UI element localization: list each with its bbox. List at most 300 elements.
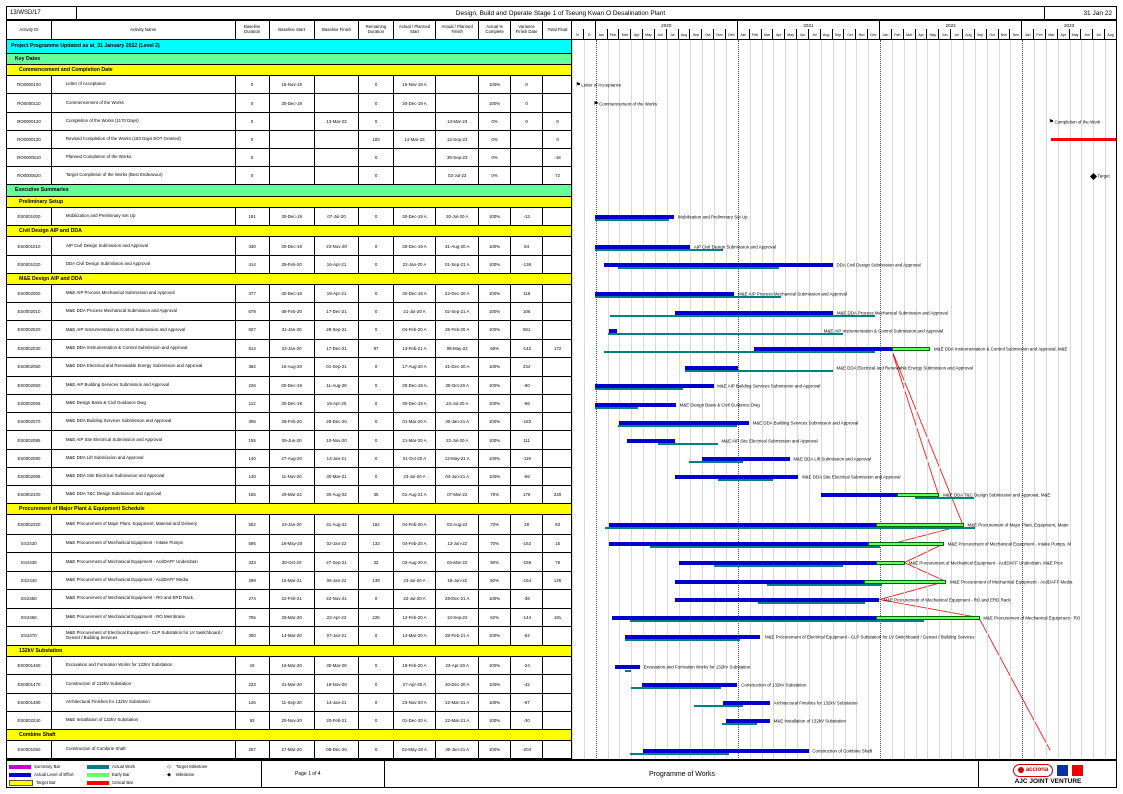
- cell-pct: 100%: [479, 208, 511, 225]
- gantt-bar[interactable]: [821, 493, 898, 497]
- gantt-bar[interactable]: [618, 267, 779, 269]
- table-row[interactable]: [7, 413, 571, 431]
- gantt-bar[interactable]: [631, 687, 721, 689]
- gantt-gridline: [1022, 40, 1024, 759]
- table-body: [7, 40, 571, 759]
- table-row[interactable]: [7, 468, 571, 486]
- gantt-bar[interactable]: [767, 584, 882, 586]
- table-group-row[interactable]: [7, 54, 571, 65]
- cell-var: 0: [511, 94, 543, 111]
- cell-id: ES0001480: [7, 694, 52, 711]
- cell-rem_dur: 0: [359, 167, 393, 184]
- legend-swatch-diamond-icon: ◇: [167, 763, 171, 770]
- cell-act_start: 30-Dec-19 A: [394, 395, 437, 412]
- timeline-month-cell: Jun: [655, 29, 667, 40]
- gantt-bar[interactable]: [604, 351, 875, 353]
- partner-logo-red-icon: [1072, 765, 1083, 776]
- cell-bl_start: 16-Mar-20: [270, 657, 315, 674]
- cell-bl_finish: 31-Aug-22: [315, 515, 360, 533]
- cell-name: M&E Procurement of Mechanical Equipment - Intake Pumps: [52, 535, 236, 552]
- timeline-month-cell: Nov: [714, 29, 726, 40]
- document-number: 13/WSD/17: [7, 7, 77, 19]
- cell-bl_finish: 13-Mar-23: [315, 113, 360, 130]
- table-row[interactable]: [7, 515, 571, 534]
- cell-var: -67: [511, 694, 543, 711]
- cell-name: M&E DDA Building Services Submission and Approval: [52, 413, 236, 430]
- cell-rem_dur: 0: [359, 741, 393, 758]
- gantt-bar-label: M&E DDA Lift Submission and Approval: [793, 456, 871, 462]
- legend-swatch-bar-icon: [87, 773, 109, 777]
- cell-bl_finish: 13-Jan-21: [315, 450, 360, 467]
- cell-id: ES0002095: [7, 468, 52, 485]
- cell-float: -18: [554, 155, 561, 161]
- cell-bl_dur: 595: [236, 535, 270, 552]
- cell-rem_dur: 0: [359, 321, 393, 338]
- cell-act_finish: 23-Apr-20 A: [436, 657, 479, 674]
- gantt-gridline: [833, 40, 834, 759]
- legend-label: Actual Level of Effort: [34, 772, 74, 777]
- group-label: Executive Summaries: [15, 187, 69, 194]
- cell-name: M&E AIP Instrumentation & Control Submission and Approval: [52, 321, 236, 338]
- gantt-gridline: [797, 40, 798, 759]
- timeline-month-cell: Jun: [939, 29, 951, 40]
- gantt-bar[interactable]: [650, 546, 881, 548]
- table-row[interactable]: [7, 572, 571, 590]
- table-row[interactable]: [7, 149, 571, 167]
- cell-var: [511, 149, 543, 166]
- timeline-month-cell: Feb: [750, 29, 762, 40]
- cell-act_start: 12-Feb-20 A: [394, 609, 437, 626]
- gantt-bar[interactable]: [615, 665, 640, 669]
- table-row[interactable]: [7, 741, 571, 759]
- gantt-bar[interactable]: [718, 479, 773, 481]
- cell-pct: 100%: [479, 413, 511, 430]
- cell-act_start: 19-Feb-20 A: [394, 657, 437, 674]
- cell-var: 0: [511, 113, 543, 130]
- table-row[interactable]: [7, 303, 571, 321]
- cell-float: 0: [556, 118, 559, 124]
- cell-act_finish: 30-Oct-20 A: [436, 377, 479, 394]
- gantt-bar[interactable]: [1051, 138, 1116, 141]
- cell-id: ES0002030: [7, 340, 52, 357]
- cell-var: 581: [511, 321, 543, 338]
- gantt-bar[interactable]: [605, 527, 975, 529]
- gantt-bar-label: M&E DDA Process Mechanical Submission and Approval: [836, 310, 948, 316]
- cell-act_finish: 30-Jan-21 A: [436, 413, 479, 430]
- cell-bl_finish: [315, 94, 360, 111]
- legend-item: [165, 763, 208, 770]
- cell-act_finish: 25-Feb-20 A: [436, 321, 479, 338]
- cell-id: ES0001470: [7, 675, 52, 692]
- gantt-bar[interactable]: [689, 461, 743, 463]
- cell-bl_dur: 333: [236, 553, 270, 571]
- table-group-row[interactable]: [7, 185, 571, 196]
- table-row[interactable]: [7, 285, 571, 303]
- cell-id: ES2470: [7, 627, 52, 645]
- legend-swatch-bar-icon: [9, 765, 31, 769]
- gantt-bar[interactable]: [694, 705, 743, 707]
- cell-act_finish: 30-Jun-21 A: [436, 741, 479, 758]
- gantt-milestone[interactable]: [1090, 173, 1097, 180]
- table-row[interactable]: [7, 590, 571, 608]
- cell-bl_dur: 552: [236, 515, 270, 533]
- table-row[interactable]: [7, 358, 571, 377]
- group-label: 132kV Substation: [19, 648, 63, 655]
- gantt-gridline: [655, 40, 656, 759]
- cell-act_finish: [436, 94, 479, 111]
- report-date: 31 Jan 22: [1044, 7, 1116, 19]
- cell-act_start: 04-Feb-20 A: [394, 515, 437, 533]
- table-row[interactable]: [7, 131, 571, 149]
- cell-act_start: 02-Aug-20 A: [394, 553, 437, 571]
- cell-bl_dur: 126: [236, 694, 270, 711]
- cell-float: [543, 94, 572, 111]
- table-row[interactable]: [7, 321, 571, 339]
- legend-swatch-diamond-icon: ◆: [167, 771, 171, 778]
- cell-act_finish: 01-Sep-21 A: [436, 256, 479, 273]
- cell-act_start: 30-Dec-19 A: [394, 94, 437, 111]
- gantt-bar[interactable]: [630, 753, 729, 755]
- cell-rem_dur: 0: [359, 657, 393, 674]
- cell-rem_dur: 183: [359, 131, 393, 148]
- cell-bl_start: 30-Dec-19: [270, 208, 315, 225]
- cell-float: [543, 712, 572, 729]
- cell-pct: 70%: [479, 535, 511, 552]
- gantt-bar[interactable]: [758, 602, 865, 604]
- cell-var: -162: [511, 535, 543, 552]
- cell-id: ES0001020: [7, 256, 52, 273]
- gantt-bar[interactable]: [625, 639, 741, 641]
- table-row[interactable]: [7, 113, 571, 131]
- gantt-gridline: [584, 40, 585, 759]
- column-header-3: Baseline Start: [270, 21, 315, 39]
- cell-act_start: 17-Aug-20 A: [394, 358, 437, 376]
- cell-act_finish: 12-Sep-23: [436, 131, 479, 148]
- table-row[interactable]: [7, 450, 571, 468]
- cell-float: [543, 237, 572, 254]
- cell-pct: 65%: [479, 340, 511, 357]
- legend-swatch-bar-icon: [87, 781, 109, 785]
- cell-pct: 100%: [479, 377, 511, 394]
- cell-act_start: 01-Dec-20 A: [394, 712, 437, 729]
- cell-bl_finish: 20-Feb-21: [315, 712, 360, 729]
- timeline-month-cell: Jul: [951, 29, 963, 40]
- table-row[interactable]: [7, 712, 571, 730]
- gantt-bar-label: Construction of 132kV Substation: [741, 682, 807, 688]
- timeline-month-cell: Jul: [667, 29, 679, 40]
- timeline-month-cell: Feb: [1034, 29, 1046, 40]
- table-group-row[interactable]: [7, 504, 571, 515]
- group-label: Key Dates: [15, 55, 41, 62]
- cell-id: ES0002020: [7, 321, 52, 338]
- cell-bl_dur: 414: [236, 256, 270, 273]
- gantt-bar[interactable]: [892, 347, 930, 351]
- table-group-row[interactable]: [7, 226, 571, 237]
- gantt-gridline: [880, 40, 882, 759]
- timeline-month-cell: Mar: [1046, 29, 1058, 40]
- footer-block: [6, 760, 1117, 788]
- cell-var: -80: [511, 377, 543, 394]
- timeline-month-cell: Feb: [608, 29, 620, 40]
- gantt-bar-label: Completion of the Work: [1054, 119, 1101, 125]
- cell-bl_start: 30-Dec-19: [270, 285, 315, 302]
- gantt-bar[interactable]: [618, 425, 737, 427]
- cell-act_finish: 13-Mar-23: [436, 113, 479, 130]
- gantt-gridline: [702, 40, 703, 759]
- cell-id: ES0002320: [7, 515, 52, 533]
- table-group-row[interactable]: [7, 197, 571, 208]
- cell-pct: 0%: [479, 149, 511, 166]
- table-row[interactable]: [7, 76, 571, 94]
- gantt-bar[interactable]: [610, 315, 874, 317]
- legend-swatch-bar-icon: [9, 780, 33, 786]
- cell-id: RO0000120: [7, 113, 52, 130]
- cell-id: RO0000510: [7, 149, 52, 166]
- table-row[interactable]: [7, 657, 571, 675]
- cell-id: ES0002090: [7, 450, 52, 467]
- cell-var: -119: [511, 450, 543, 467]
- cell-rem_dur: 0: [359, 675, 393, 692]
- cell-act_start: [394, 149, 437, 166]
- table-row[interactable]: [7, 694, 571, 712]
- cell-bl_finish: 30-Mar-20: [315, 657, 360, 674]
- cell-float: [543, 303, 572, 320]
- cell-bl_finish: 17-Dec-21: [315, 303, 360, 320]
- cell-rem_dur: 0: [359, 395, 393, 412]
- cell-id: ES2440: [7, 572, 52, 589]
- cell-rem_dur: 0: [359, 358, 393, 376]
- schedule-frame: [6, 20, 1117, 760]
- cell-id: RO0000520: [7, 167, 52, 184]
- cell-rem_dur: 0: [359, 450, 393, 467]
- cell-act_finish: 30-Dec-20 A: [436, 675, 479, 692]
- cell-rem_dur: 0: [359, 590, 393, 607]
- table-row[interactable]: [7, 208, 571, 226]
- cell-pct: 100%: [479, 303, 511, 320]
- table-group-row[interactable]: [7, 274, 571, 285]
- cell-act_start: 27-Apr-20 A: [394, 675, 437, 692]
- cell-bl_start: 29-Mar-20: [270, 609, 315, 626]
- acciona-dot-icon: [1018, 767, 1024, 773]
- cell-act_start: 14-Mar-20 A: [394, 627, 437, 645]
- legend-label: Target Milestone: [176, 764, 208, 769]
- gantt-bar[interactable]: [608, 333, 844, 335]
- cell-id: ES0002065: [7, 395, 52, 412]
- gantt-gridline: [619, 40, 620, 759]
- cell-act_start: 21-Jul-20 A: [394, 303, 437, 320]
- timeline-month-cell: Jul: [809, 29, 821, 40]
- cell-rem_dur: 0: [359, 431, 393, 448]
- gantt-bar[interactable]: [630, 620, 923, 622]
- table-group-row[interactable]: [7, 65, 571, 76]
- group-label: Project Programme Updated as at_31 January 2022 (Level 2): [11, 43, 160, 50]
- cell-bl_start: [270, 167, 315, 184]
- gantt-bar-label: M&E Procurement of Mechanical Equipment - AcdDAFF Underdrain, M&E Proc: [908, 560, 1063, 566]
- company-logo: [980, 761, 1116, 787]
- cell-act_finish: 24-Jul-20 A: [436, 395, 479, 412]
- table-row[interactable]: [7, 167, 571, 185]
- gantt-bar-label: M&E AIP Instrumentation & Control Submission and Approval: [823, 328, 944, 334]
- gantt-gridline: [726, 40, 727, 759]
- cell-id: ES2430: [7, 553, 52, 571]
- table-row[interactable]: [7, 609, 571, 627]
- cell-name: Construction of Combine Shaft: [52, 741, 236, 758]
- cell-act_finish: 22-Mar-21 A: [436, 694, 479, 711]
- gantt-bar-label: Target: [1097, 173, 1110, 179]
- gantt-bar-label: M&E Installation of 132kV Substation: [773, 718, 846, 724]
- cell-rem_dur: 0: [359, 468, 393, 485]
- table-row[interactable]: [7, 486, 571, 504]
- gantt-bar-label: M&E AIP Building Services Submission and Approval: [717, 383, 821, 389]
- table-group-row[interactable]: [7, 646, 571, 657]
- table-row[interactable]: [7, 627, 571, 646]
- cell-pct: 100%: [479, 395, 511, 412]
- gantt-bar[interactable]: [595, 407, 638, 409]
- cell-var: 28: [511, 515, 543, 533]
- cell-bl_start: 22-Feb-21: [270, 590, 315, 607]
- gantt-bar[interactable]: [595, 388, 682, 390]
- table-group-row[interactable]: [7, 40, 571, 54]
- gantt-bar[interactable]: [876, 561, 905, 565]
- cell-float: [543, 413, 572, 430]
- cell-bl_finish: 19-Apr-21: [315, 285, 360, 302]
- logo-row: [1013, 764, 1083, 777]
- cell-id: ES0002000: [7, 285, 52, 302]
- cell-rem_dur: 0: [359, 627, 393, 645]
- gantt-gridline: [927, 40, 928, 759]
- cell-bl_start: 24-Jan-20: [270, 515, 315, 533]
- gantt-bar[interactable]: [595, 219, 669, 221]
- gantt-bar[interactable]: [685, 370, 833, 372]
- gantt-gridline: [1058, 40, 1059, 759]
- gantt-bar-label: M&E Procurement of Mechanical Equipment - AcdDAFF Media: [950, 579, 1073, 585]
- cell-bl_dur: 140: [236, 450, 270, 467]
- table-row[interactable]: [7, 340, 571, 358]
- table-row[interactable]: [7, 377, 571, 395]
- cell-act_start: 04-Feb-20 A: [394, 321, 437, 338]
- cell-rem_dur: 139: [359, 572, 393, 589]
- legend-item: [87, 779, 135, 786]
- gantt-gridline: [1046, 40, 1047, 759]
- cell-act_finish: 22-Dec-20 A: [436, 285, 479, 302]
- table-row[interactable]: [7, 94, 571, 112]
- gantt-bar[interactable]: [714, 565, 843, 567]
- gantt-bar[interactable]: [658, 443, 718, 445]
- cell-act_finish: 13-Sep-22: [436, 609, 479, 626]
- cell-bl_start: 30-Dec-19: [270, 395, 315, 412]
- gantt-flag-icon: ⚑: [1048, 119, 1055, 126]
- table-row[interactable]: [7, 395, 571, 413]
- cell-pct: 100%: [479, 675, 511, 692]
- cell-pct: 100%: [479, 694, 511, 711]
- table-row[interactable]: [7, 535, 571, 553]
- gantt-gridline: [714, 40, 715, 759]
- cell-rem_dur: 0: [359, 303, 393, 320]
- cell-id: RO0000130: [7, 131, 52, 148]
- cell-float: [543, 377, 572, 394]
- cell-bl_start: 28-Feb-20: [270, 413, 315, 430]
- cell-bl_dur: 0: [236, 76, 270, 93]
- cell-bl_start: 30-Dec-19: [270, 237, 315, 254]
- cell-rem_dur: 35: [359, 486, 393, 503]
- gantt-gridline: [999, 40, 1000, 759]
- timeline-month-cell: Mar: [904, 29, 916, 40]
- group-label: Civil Design AIP and DDA: [19, 228, 82, 235]
- cell-bl_dur: 679: [236, 303, 270, 320]
- cell-bl_dur: 0: [236, 167, 270, 184]
- table-row[interactable]: [7, 431, 571, 449]
- cell-name: M&E DDA Lift Submission and Approval: [52, 450, 236, 467]
- cell-id: RO0000100: [7, 76, 52, 93]
- cell-act_finish: 31-Aug-20 A: [436, 237, 479, 254]
- column-header-2: Baseline Duration: [236, 21, 270, 39]
- cell-name: Commencement of the Works: [52, 94, 236, 111]
- cell-name: M&E DDA Site Electrical Submission and Approval: [52, 468, 236, 485]
- cell-name: M&E Procurement of Mechanical Equipment - RO Membrane: [52, 609, 236, 626]
- cell-bl_dur: 274: [236, 590, 270, 607]
- cell-rem_dur: 0: [359, 76, 393, 93]
- cell-var: -183: [511, 413, 543, 430]
- cell-name: Letter of Acceptance: [52, 76, 236, 93]
- table-row[interactable]: [7, 256, 571, 274]
- timeline-month-cell: Dec: [726, 29, 738, 40]
- gantt-bar-label: M&E DDA T&C Design Submission and Approval, M&E: [943, 492, 1051, 498]
- cell-bl_finish: 30-Aug-22: [315, 486, 360, 503]
- cell-var: -42: [511, 675, 543, 692]
- cell-float: [543, 431, 572, 448]
- cell-name: M&E DDA Process Mechanical Submission and Approval: [52, 303, 236, 320]
- gantt-bar[interactable]: [722, 723, 758, 725]
- cell-var: 106: [511, 303, 543, 320]
- cell-bl_dur: 330: [236, 237, 270, 254]
- cell-bl_start: 30-Oct-20: [270, 553, 315, 571]
- cell-act_finish: 22-Jul-20 A: [436, 431, 479, 448]
- table-row[interactable]: [7, 675, 571, 693]
- cell-rem_dur: 97: [359, 340, 393, 357]
- cell-var: 118: [511, 285, 543, 302]
- timeline-month-cell: Sep: [833, 29, 845, 40]
- project-title: Design, Build and Operate Stage 1 of Tseung Kwan O Desalination Plant: [455, 9, 666, 17]
- cell-bl_start: 14-Mar-20: [270, 627, 315, 645]
- acciona-label: acciona: [1025, 767, 1049, 773]
- cell-float: 181: [553, 614, 562, 620]
- table-group-row[interactable]: [7, 730, 571, 741]
- cell-float: 220: [553, 492, 562, 498]
- cell-act_finish: 19-Jun-22: [436, 572, 479, 589]
- gantt-gridline: [608, 40, 609, 759]
- gantt-bar-label: M&E AIP Site Electrical Submission and Approval: [721, 438, 818, 444]
- table-row[interactable]: [7, 553, 571, 572]
- gantt-gridline: [773, 40, 774, 759]
- gantt-bar[interactable]: [625, 670, 631, 672]
- table-row[interactable]: [7, 237, 571, 255]
- column-header-0: Activity ID: [7, 21, 52, 39]
- cell-bl_start: 15-Mar-21: [270, 572, 315, 589]
- gantt-gridline: [963, 40, 964, 759]
- cell-float: [543, 321, 572, 338]
- cell-float: 72: [555, 173, 561, 179]
- cell-bl_dur: 112: [236, 395, 270, 412]
- cell-pct: 100%: [479, 450, 511, 467]
- cell-var: [511, 131, 543, 148]
- cell-name: M&E Procurement of Electrical Equipment - CLP Substation for LV Switchboard / Genset / Building Services: [52, 627, 236, 645]
- timeline-month-cell: Apr: [1058, 29, 1070, 40]
- timeline-month-cell: Oct: [702, 29, 714, 40]
- gantt-gridline: [939, 40, 940, 759]
- cell-bl_dur: 155: [236, 431, 270, 448]
- cell-bl_finish: 18-Nov-20: [315, 675, 360, 692]
- cell-act_finish: 22-Mar-21 A: [436, 712, 479, 729]
